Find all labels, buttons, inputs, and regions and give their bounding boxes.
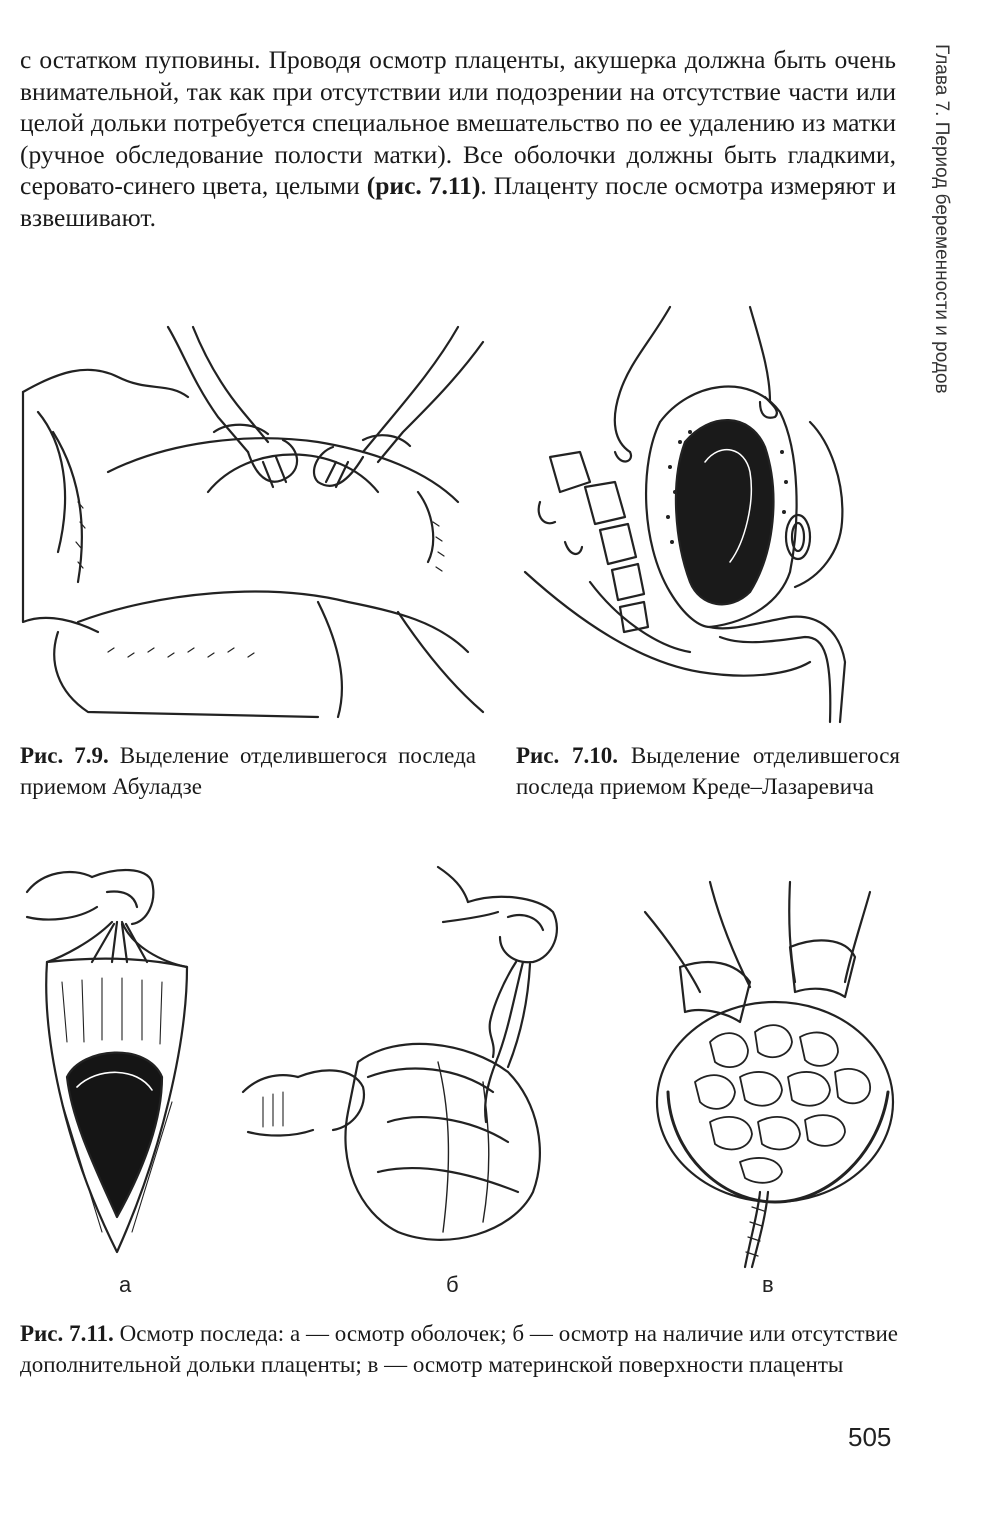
figure-7-10-illustration xyxy=(520,302,860,727)
figure-7-10-label: Рис. 7.10. xyxy=(516,743,619,768)
figure-7-11-text: Осмотр последа: а — осмотр оболочек; б — осмотр на наличие или отсутствие дополнительной дольки плаценты; в — осмотр материнской поверхности плаценты xyxy=(20,1321,898,1377)
page-number: 505 xyxy=(848,1422,892,1452)
figure-7-11-label: Рис. 7.11. xyxy=(20,1321,114,1346)
figure-7-10-caption xyxy=(516,740,900,802)
figure-7-11a-illustration xyxy=(22,862,200,1260)
figure-7-9-caption xyxy=(20,740,476,802)
figure-7-11v-illustration xyxy=(640,872,910,1270)
figure-7-11-sublabel-b: б xyxy=(446,1272,459,1297)
paragraph-text-2: . Плаценту после осмотра измеряют и взвешивают. xyxy=(20,171,896,232)
figure-reference: (рис. 7.11) xyxy=(366,171,481,200)
figure-7-9-label: Рис. 7.9. xyxy=(20,743,109,768)
running-header: Глава 7. Период беременности и родов xyxy=(931,44,952,394)
figure-7-11b-illustration xyxy=(238,862,564,1260)
figure-7-11-sublabel-a: а xyxy=(119,1272,132,1297)
figure-7-11-sublabel-v: в xyxy=(762,1272,774,1297)
body-paragraph xyxy=(20,44,896,233)
figure-7-9-illustration xyxy=(18,322,488,720)
figure-7-11-caption xyxy=(20,1318,898,1380)
paragraph-text-1: с остатком пуповины. Проводя осмотр плаценты, акушерка должна быть очень внимательной, так как при отсутствии или подозрении на отсутствие части или целой дольки потребуется специальное вмешательство по ее удалению из матки (ручное обследование полости матки). Все оболочки должны быть гладкими, серовато-синего цвета, целыми xyxy=(20,45,896,200)
figure-7-9-text: Выделение отделившегося последа приемом Абуладзе xyxy=(20,743,476,799)
figure-7-10-text: Выделение отделившегося последа приемом Креде–Лазаревича xyxy=(516,743,901,799)
